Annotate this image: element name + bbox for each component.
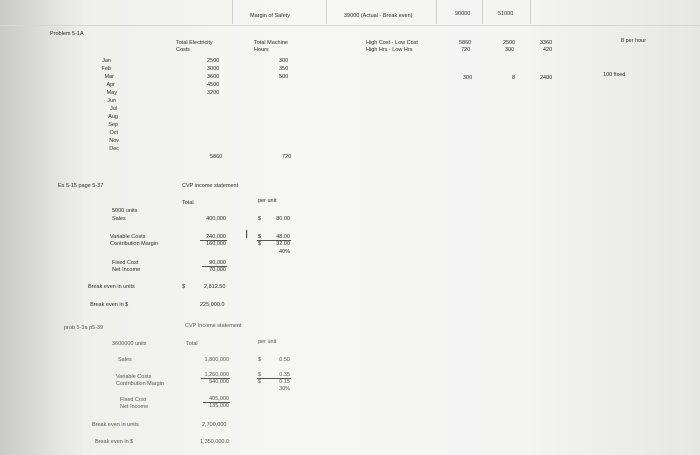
prob53a-cm-dollar: $ bbox=[258, 379, 262, 385]
month-cell: Sep bbox=[108, 122, 118, 128]
month-cell: Jul bbox=[109, 106, 117, 112]
column-divider bbox=[530, 0, 531, 24]
ex515-cvp-title: CVP income statement bbox=[182, 183, 239, 189]
ex515-cm-total: 160,000 bbox=[206, 241, 226, 247]
margin-of-safety-label: Margin of Safety bbox=[250, 13, 291, 19]
ex515-var-unit: 48.00 bbox=[276, 234, 290, 240]
row-divider bbox=[0, 25, 700, 26]
month-cell: Aug bbox=[108, 114, 118, 120]
ex515-ni-total: 70,000 bbox=[209, 267, 226, 273]
month-cell: Apr bbox=[106, 82, 115, 88]
ex515-be-units-label: Break even in units bbox=[88, 284, 135, 290]
highlow-b-top: 2500 bbox=[503, 40, 516, 46]
month-cell: Jan bbox=[102, 58, 111, 64]
ex515-sales-total: 400,000 bbox=[206, 216, 226, 222]
ex515-cm-pct: 40% bbox=[278, 249, 290, 255]
highlow-c-top: 3360 bbox=[540, 40, 553, 46]
highlow-row2-c: 2400 bbox=[540, 75, 553, 81]
electricity-cell: 3600 bbox=[207, 74, 220, 80]
prob53a-sales-total: 1,800,000 bbox=[204, 357, 229, 363]
column-divider bbox=[436, 0, 437, 24]
prob53a-be-units-label: Break even in units bbox=[92, 422, 139, 428]
prob53a-be-dollars-label: Break even in $ bbox=[95, 439, 134, 445]
machine-header-1: Total Machine bbox=[254, 40, 288, 46]
month-cell: Nov bbox=[109, 138, 119, 144]
highlow-c-bottom: 420 bbox=[543, 47, 553, 53]
electricity-header-2: Costs bbox=[176, 47, 191, 53]
prob53a-cm-pct: 30% bbox=[278, 386, 290, 392]
prob53a-sales-dollar: $ bbox=[258, 357, 262, 363]
highlow-a-bottom: 720 bbox=[461, 47, 471, 53]
highlow-row2-b: 8 bbox=[512, 75, 516, 81]
ex515-var-dollar: $ bbox=[258, 234, 262, 240]
highlow-a-top: 5860 bbox=[459, 40, 472, 46]
total-hours: 720 bbox=[282, 154, 292, 160]
prob53a-per-unit-header: per unit bbox=[258, 339, 277, 345]
highlow-label-cost: High Cost - Low Cost bbox=[366, 40, 418, 46]
prob53a-cm-label: Contribution Margin bbox=[116, 381, 164, 387]
ex515-units: 5000 units bbox=[112, 208, 138, 214]
ex515-fixed-total: 90,000 bbox=[209, 260, 226, 266]
month-cell: Oct bbox=[109, 130, 118, 136]
machine-hours-cell: 300 bbox=[279, 58, 289, 64]
highlow-label-hours: High Hrs - Low Hrs bbox=[366, 47, 413, 53]
per-hour-note: 8 per hour bbox=[621, 38, 647, 44]
prob53a-fixed-total: 405,000 bbox=[209, 396, 229, 402]
electricity-cell: 2500 bbox=[207, 58, 220, 64]
ex515-sales-dollar: $ bbox=[258, 216, 262, 222]
breakeven-note: 39000 (Actual - Break even) bbox=[344, 13, 413, 19]
problem-title: Problem 5-1A bbox=[50, 31, 84, 37]
column-divider bbox=[482, 0, 483, 24]
ex515-sales-label: Sales bbox=[112, 216, 126, 222]
ex515-be-dollars-label: Break even in $ bbox=[90, 302, 129, 308]
prob53a-var-total: 1,260,000 bbox=[204, 372, 229, 378]
month-cell: Mar bbox=[104, 74, 114, 80]
header-value-1: 90000 bbox=[455, 11, 471, 17]
ex515-fixed-label: Fixed Cost bbox=[112, 260, 139, 266]
prob53a-ni-label: Net Income bbox=[120, 404, 149, 410]
machine-hours-cell: 350 bbox=[279, 66, 289, 72]
fixed-note: 100 fixed bbox=[603, 72, 626, 78]
month-cell: Jun bbox=[107, 98, 116, 104]
text-cursor-icon: I bbox=[245, 228, 249, 241]
ex515-var-total: 240,000 bbox=[206, 234, 226, 240]
ex515-ni-label: Net Income bbox=[112, 267, 141, 273]
highlow-b-bottom: 300 bbox=[505, 47, 515, 53]
ex515-variable-label: Variable Costs bbox=[110, 234, 146, 240]
prob53a-var-unit: 0.35 bbox=[279, 372, 290, 378]
ex515-title: Ex 5-15 page 5-37 bbox=[58, 183, 104, 189]
ex515-cm-unit: 32.00 bbox=[276, 241, 290, 247]
prob53a-sales-unit: 0.50 bbox=[279, 357, 290, 363]
ex515-total-header: Total bbox=[182, 200, 194, 206]
highlow-row2-a: 300 bbox=[463, 75, 473, 81]
prob53a-cm-unit: 0.15 bbox=[279, 379, 290, 385]
column-divider bbox=[326, 0, 327, 24]
column-divider bbox=[232, 0, 233, 24]
prob53a-be-dollars: 1,350,000.0 bbox=[200, 439, 230, 445]
ex515-be-units: 2,812.50 bbox=[204, 284, 226, 290]
machine-hours-cell: 500 bbox=[279, 74, 289, 80]
ex515-sales-unit: 80.00 bbox=[276, 216, 290, 222]
month-cell: Dec bbox=[109, 146, 119, 152]
ex515-be-dollars: 225,000.0 bbox=[200, 302, 225, 308]
prob53a-variable-label: Variable Costs bbox=[116, 374, 152, 380]
ex515-cm-label: Contribution Margin bbox=[110, 241, 158, 247]
electricity-cell: 4500 bbox=[207, 82, 220, 88]
prob53a-total-header: Total bbox=[186, 341, 198, 347]
prob53a-cvp-title: CVP Income statement bbox=[185, 323, 242, 329]
total-electricity: 5860 bbox=[210, 154, 223, 160]
ex515-be-units-dollar: $ bbox=[182, 284, 186, 290]
machine-header-2: Hours bbox=[254, 47, 269, 53]
prob53a-title: prob 5-3a p5-39 bbox=[64, 325, 104, 331]
header-value-2: 51000 bbox=[498, 11, 514, 17]
prob53a-ni-total: 135,000 bbox=[209, 403, 229, 409]
month-cell: May bbox=[106, 90, 117, 96]
prob53a-units: 3600000 units bbox=[112, 341, 147, 347]
prob53a-var-dollar: $ bbox=[258, 372, 262, 378]
ex515-per-unit-header: per unit bbox=[258, 198, 277, 204]
prob53a-fixed-label: Fixed Cost bbox=[120, 397, 147, 403]
prob53a-be-units: 2,700,000 bbox=[202, 422, 227, 428]
electricity-cell: 3000 bbox=[207, 66, 220, 72]
electricity-cell: 3200 bbox=[207, 90, 220, 96]
prob53a-sales-label: Sales bbox=[118, 357, 132, 363]
month-cell: Feb bbox=[101, 66, 111, 72]
electricity-header-1: Total Electricity bbox=[176, 40, 213, 46]
ex515-cm-dollar: $ bbox=[258, 241, 262, 247]
prob53a-cm-total: 540,000 bbox=[209, 379, 229, 385]
